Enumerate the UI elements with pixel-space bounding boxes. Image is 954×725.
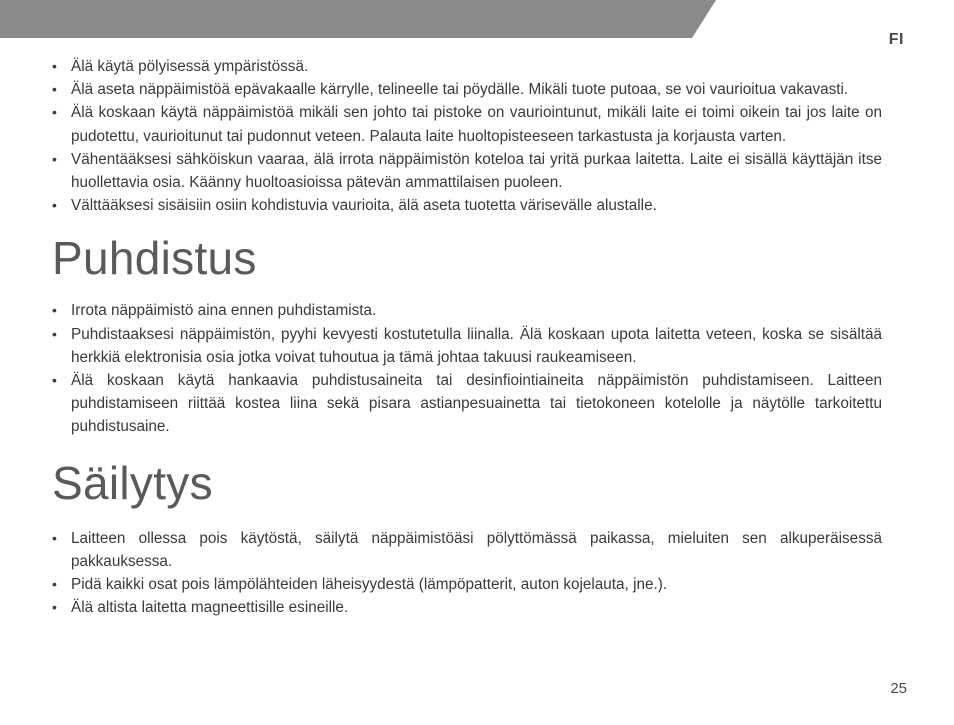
list-item: • Älä aseta näppäimistöä epävakaalle kärrylle, telineelle tai pöydälle. Mikäli tuote putoaa, se voi vaurioitua vakavasti. bbox=[52, 78, 882, 101]
list-item: • Pidä kaikki osat pois lämpölähteiden läheisyydestä (lämpöpatterit, auton kojelauta, jne.). bbox=[52, 573, 882, 596]
list-item: • Välttääksesi sisäisiin osiin kohdistuvia vaurioita, älä aseta tuotetta värisevälle alustalle. bbox=[52, 194, 882, 217]
list-item: • Älä altista laitetta magneettisille esineille. bbox=[52, 596, 882, 619]
list-item: • Älä koskaan käytä hankaavia puhdistusaineita tai desinfiointiaineita näppäimistön puhdistamiseen. Laitteen puhdistamiseen riittää kostea liina sekä pisara astianpesuainetta tai tietokoneen kotelolle ja näytölle tarkoitettu puhdistusaine. bbox=[52, 369, 882, 439]
list-item: • Vähentääksesi sähköiskun vaaraa, älä irrota näppäimistön koteloa tai yritä purkaa laitetta. Laite ei sisällä käyttäjän itse huollettavia osia. Käänny huoltoasioissa pätevän ammattilaisen puoleen. bbox=[52, 148, 882, 194]
list-item: • Älä käytä pölyisessä ympäristössä. bbox=[52, 55, 882, 78]
cleaning-list bbox=[52, 299, 882, 438]
storage-list bbox=[52, 527, 882, 620]
header-band bbox=[0, 0, 954, 38]
language-code: FI bbox=[888, 31, 904, 48]
list-item: • Älä koskaan käytä näppäimistöä mikäli sen johto tai pistoke on vauriointunut, mikäli laite ei toimi oikein tai jos laite on pudotettu, vaurioitunut tai pudonnut veteen. Palauta laite huoltopisteeseen tarkastusta ja korjausta varten. bbox=[52, 101, 882, 147]
list-item: • Laitteen ollessa pois käytöstä, säilytä näppäimistöäsi pölyttömässä paikassa, mieluiten sen alkuperäisessä pakkauksessa. bbox=[52, 527, 882, 573]
list-item: • Irrota näppäimistö aina ennen puhdistamista. bbox=[52, 299, 882, 322]
list-item: • Puhdistaaksesi näppäimistön, pyyhi kevyesti kostutetulla liinalla. Älä koskaan upota laitetta veteen, koska se sisältää herkkiä elektronisia osia jotka voivat tuhoutua ja tämä johtaa takuusi raukeamiseen. bbox=[52, 323, 882, 369]
page-content bbox=[52, 55, 882, 619]
page-number: 25 bbox=[890, 680, 907, 697]
section-heading-cleaning: Puhdistus bbox=[52, 232, 257, 285]
section-heading-storage: Säilytys bbox=[52, 456, 213, 509]
safety-list bbox=[52, 55, 882, 217]
